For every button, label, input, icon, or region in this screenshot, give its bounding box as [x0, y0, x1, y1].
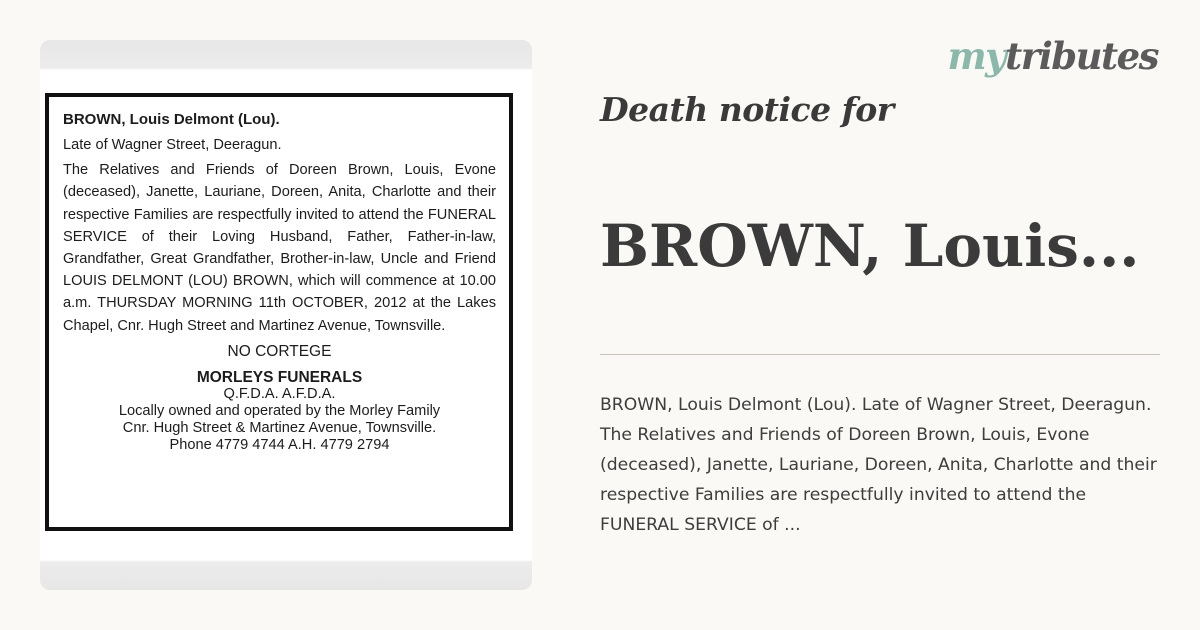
divider — [600, 354, 1160, 355]
funeral-director-ownership: Locally owned and operated by the Morley Family — [118, 403, 441, 420]
death-notice-clipping — [45, 93, 513, 531]
deceased-name-heading: BROWN, Louis... — [600, 212, 1140, 280]
notice-type-subtitle: Death notice for — [600, 90, 894, 129]
notice-body: The Relatives and Friends of Doreen Brown, Louis, Evone (deceased), Janette, Lauriane, Doreen, Anita, Charlotte and their respective Families are respectfully invited to attend the FUNERAL SERVICE of their Loving Husband, Father, Father-in-law, Grandfather, Great Grandfather, Brother-in-law, Uncle and Friend LOUIS DELMONT (LOU) BROWN, which will commence at 10.00 a.m. THURSDAY MORNING 11th OCTOBER, 2012 at the Lakes Chapel, Cnr. Hugh Street and Martinez Avenue, Townsville. — [63, 162, 496, 334]
logo-tributes: tributes — [1005, 34, 1158, 78]
notice-cortege: NO CORTEGE — [227, 342, 332, 360]
funeral-director-phone: Phone 4779 4744 A.H. 4779 2794 — [169, 437, 390, 454]
notice-late-of: Late of Wagner Street, Deeragun. — [63, 137, 282, 153]
notice-excerpt: BROWN, Louis Delmont (Lou). Late of Wagner Street, Deeragun. The Relatives and Friends of Doreen Brown, Louis, Evone (deceased), Janette, Lauriane, Doreen, Anita, Charlotte and their respective Families are respectfully invited to attend the FUNERAL SERVICE of ... — [600, 395, 1157, 535]
funeral-director-name: MORLEYS FUNERALS — [196, 369, 363, 387]
funeral-director-address: Cnr. Hugh Street & Martinez Avenue, Townsville. — [122, 420, 437, 437]
funeral-director-block — [63, 369, 496, 454]
logo-my: my — [947, 34, 1006, 78]
mytributes-logo[interactable] — [947, 34, 1158, 78]
notice-title: BROWN, Louis Delmont (Lou). — [63, 111, 280, 128]
funeral-director-credentials: Q.F.D.A. A.F.D.A. — [223, 386, 336, 403]
